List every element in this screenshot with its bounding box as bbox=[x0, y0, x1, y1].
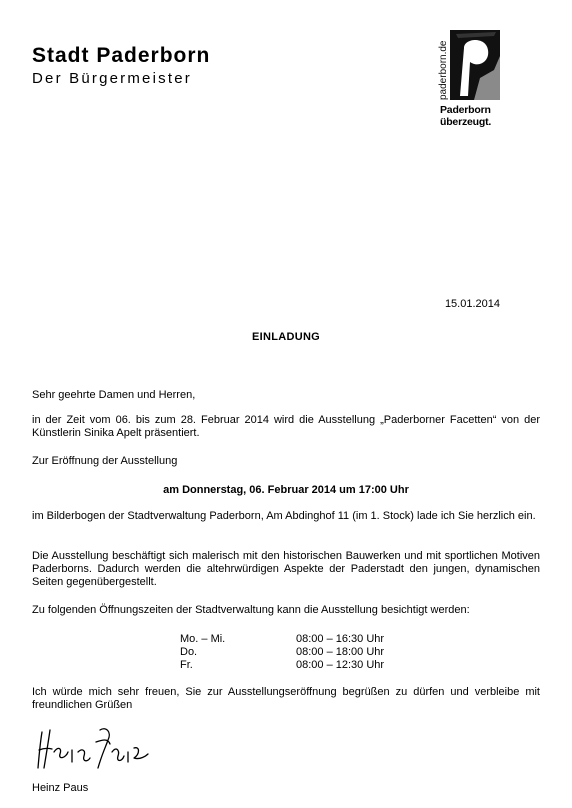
handwritten-signature bbox=[36, 722, 166, 772]
paragraph-location: im Bilderbogen der Stadtverwaltung Paderborn, Am Abdinghof 11 (im 1. Stock) lade ich Sie herzlich ein. bbox=[32, 510, 536, 522]
hours-day: Do. bbox=[180, 646, 198, 658]
salutation: Sehr geehrte Damen und Herren, bbox=[32, 389, 196, 401]
table-row bbox=[180, 659, 384, 672]
logo-line2: überzeugt. bbox=[440, 116, 492, 128]
hours-time: 08:00 – 18:00 Uhr bbox=[296, 646, 385, 658]
paragraph-closing: Ich würde mich sehr freuen, Sie zur Ausstellungseröffnung begrüßen zu dürfen und verbleibe mit freundlichen Grüßen bbox=[32, 686, 540, 711]
letterhead-subtitle: Der Bürgermeister bbox=[32, 70, 192, 87]
paragraph-description: Die Ausstellung beschäftigt sich malerisch mit den historischen Bauwerken und mit sportlichen Motiven Paderborns. Dadurch werden die altehrwürdigen Aspekte der Paderstadt den jungen, dynamischen Seiten gegenübergestellt. bbox=[32, 550, 540, 588]
city-logo bbox=[434, 26, 514, 130]
paragraph-intro: in der Zeit vom 06. bis zum 28. Februar 2014 wird die Ausstellung „Paderborner Facetten“ von der Künstlerin Sinika Apelt präsentiert. bbox=[32, 414, 540, 439]
letter-date: 15.01.2014 bbox=[444, 298, 500, 310]
hours-day: Fr. bbox=[180, 659, 193, 671]
logo-line1: Paderborn bbox=[440, 104, 491, 116]
paragraph-opening: Zur Eröffnung der Ausstellung bbox=[32, 455, 178, 467]
hours-time: 08:00 – 12:30 Uhr bbox=[296, 659, 385, 671]
logo-vertical-text: paderborn.de bbox=[438, 40, 449, 100]
logo-slogan bbox=[440, 104, 491, 128]
letterhead-title: Stadt Paderborn bbox=[32, 44, 211, 67]
paderborn-logo-icon bbox=[434, 26, 514, 104]
table-row bbox=[180, 646, 384, 659]
opening-hours-table bbox=[180, 633, 384, 672]
table-row bbox=[180, 633, 384, 646]
hours-day: Mo. – Mi. bbox=[180, 633, 226, 645]
event-date: am Donnerstag, 06. Februar 2014 um 17:00 Uhr bbox=[163, 484, 409, 496]
letter-heading: EINLADUNG bbox=[251, 331, 321, 343]
paragraph-hours-intro: Zu folgenden Öffnungszeiten der Stadtverwaltung kann die Ausstellung besichtigt werden: bbox=[32, 604, 470, 616]
signer-name: Heinz Paus bbox=[32, 782, 89, 794]
hours-time: 08:00 – 16:30 Uhr bbox=[296, 633, 385, 645]
